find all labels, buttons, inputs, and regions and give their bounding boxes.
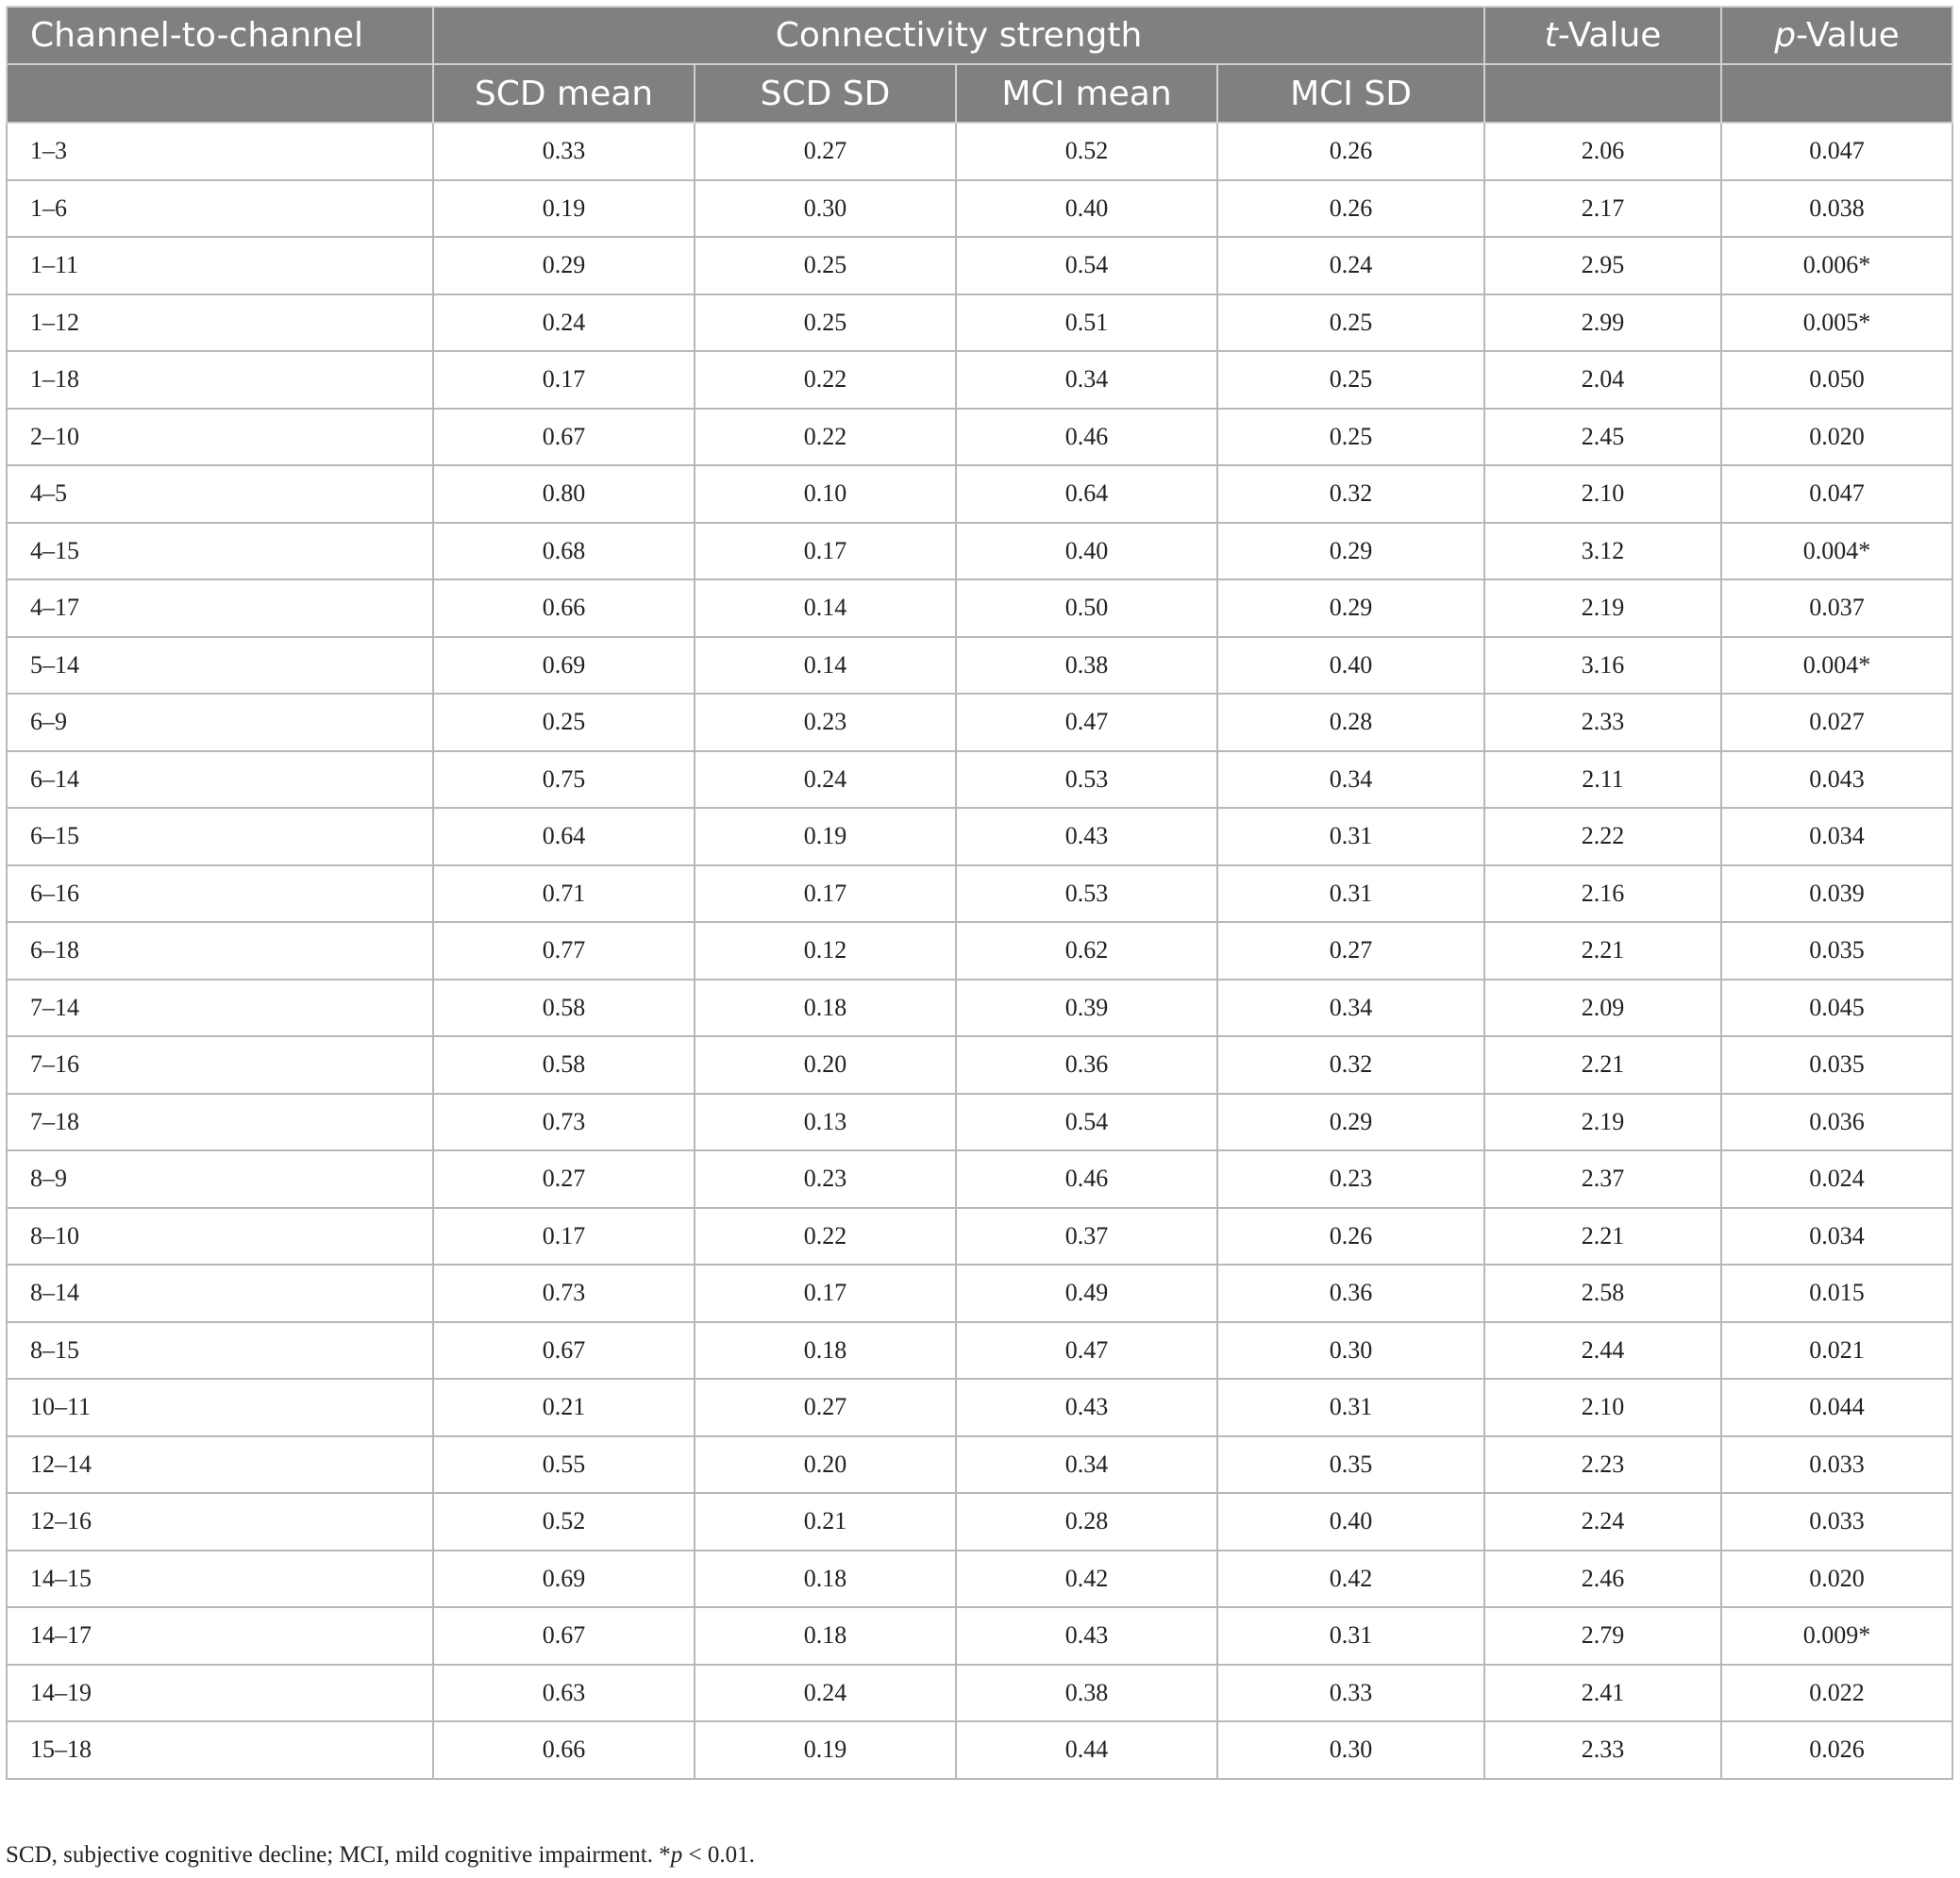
mci-sd-cell: 0.26 <box>1217 180 1484 238</box>
p-value-cell: 0.004* <box>1721 523 1952 580</box>
t-letter: t <box>1544 16 1558 55</box>
channel-pair-cell: 1–12 <box>7 294 433 352</box>
scd-mean-cell: 0.66 <box>433 579 695 637</box>
table-row <box>7 751 1952 809</box>
table-row <box>7 1094 1952 1151</box>
channel-pair-cell: 8–14 <box>7 1265 433 1322</box>
channel-pair-cell: 7–14 <box>7 980 433 1037</box>
p-value-cell: 0.047 <box>1721 123 1952 180</box>
channel-pair-cell: 2–10 <box>7 409 433 466</box>
mci-mean-cell: 0.47 <box>956 1322 1217 1380</box>
mci-mean-cell: 0.42 <box>956 1551 1217 1608</box>
scd-sd-cell: 0.18 <box>695 980 956 1037</box>
p-value-cell: 0.024 <box>1721 1150 1952 1208</box>
p-value-cell: 0.047 <box>1721 465 1952 523</box>
scd-sd-cell: 0.23 <box>695 694 956 751</box>
p-value-cell: 0.006* <box>1721 237 1952 294</box>
header-p-value <box>1721 7 1952 64</box>
t-value-cell: 2.46 <box>1484 1551 1721 1608</box>
table-row <box>7 465 1952 523</box>
scd-mean-cell: 0.58 <box>433 1036 695 1094</box>
t-value-cell: 2.11 <box>1484 751 1721 809</box>
header-empty-t <box>1484 64 1721 123</box>
table-row <box>7 409 1952 466</box>
p-value-cell: 0.033 <box>1721 1493 1952 1551</box>
table-footnote <box>6 1842 755 1869</box>
mci-sd-cell: 0.34 <box>1217 980 1484 1037</box>
mci-sd-cell: 0.27 <box>1217 922 1484 980</box>
mci-sd-cell: 0.32 <box>1217 465 1484 523</box>
mci-mean-cell: 0.40 <box>956 180 1217 238</box>
header-mci-sd: MCI SD <box>1217 64 1484 123</box>
mci-sd-cell: 0.35 <box>1217 1436 1484 1494</box>
t-value-cell: 2.24 <box>1484 1493 1721 1551</box>
mci-mean-cell: 0.38 <box>956 637 1217 695</box>
scd-mean-cell: 0.67 <box>433 1322 695 1380</box>
scd-sd-cell: 0.22 <box>695 409 956 466</box>
scd-mean-cell: 0.71 <box>433 865 695 923</box>
mci-sd-cell: 0.31 <box>1217 1379 1484 1436</box>
scd-sd-cell: 0.17 <box>695 1265 956 1322</box>
table-row <box>7 237 1952 294</box>
mci-sd-cell: 0.30 <box>1217 1721 1484 1779</box>
table-row <box>7 1607 1952 1665</box>
mci-sd-cell: 0.26 <box>1217 123 1484 180</box>
mci-mean-cell: 0.46 <box>956 1150 1217 1208</box>
mci-mean-cell: 0.43 <box>956 808 1217 865</box>
scd-mean-cell: 0.25 <box>433 694 695 751</box>
mci-mean-cell: 0.46 <box>956 409 1217 466</box>
table-row <box>7 865 1952 923</box>
t-value-cell: 2.04 <box>1484 351 1721 409</box>
footnote-tail: < 0.01. <box>682 1842 755 1868</box>
header-row-sub <box>7 64 1952 123</box>
mci-mean-cell: 0.47 <box>956 694 1217 751</box>
mci-mean-cell: 0.51 <box>956 294 1217 352</box>
t-value-cell: 2.21 <box>1484 1036 1721 1094</box>
scd-mean-cell: 0.27 <box>433 1150 695 1208</box>
scd-mean-cell: 0.77 <box>433 922 695 980</box>
channel-pair-cell: 14–19 <box>7 1665 433 1722</box>
table-row <box>7 1322 1952 1380</box>
t-value-cell: 2.22 <box>1484 808 1721 865</box>
scd-sd-cell: 0.19 <box>695 808 956 865</box>
table-row <box>7 1721 1952 1779</box>
table-row <box>7 922 1952 980</box>
t-value-cell: 2.16 <box>1484 865 1721 923</box>
scd-sd-cell: 0.27 <box>695 123 956 180</box>
mci-sd-cell: 0.29 <box>1217 579 1484 637</box>
p-value-cell: 0.020 <box>1721 1551 1952 1608</box>
p-value-cell: 0.015 <box>1721 1265 1952 1322</box>
p-value-cell: 0.020 <box>1721 409 1952 466</box>
scd-sd-cell: 0.24 <box>695 1665 956 1722</box>
channel-pair-cell: 1–18 <box>7 351 433 409</box>
t-value-cell: 3.12 <box>1484 523 1721 580</box>
mci-sd-cell: 0.24 <box>1217 237 1484 294</box>
scd-mean-cell: 0.55 <box>433 1436 695 1494</box>
p-value-cell: 0.034 <box>1721 1208 1952 1266</box>
scd-mean-cell: 0.68 <box>433 523 695 580</box>
scd-mean-cell: 0.17 <box>433 351 695 409</box>
scd-sd-cell: 0.20 <box>695 1436 956 1494</box>
p-value-cell: 0.039 <box>1721 865 1952 923</box>
channel-pair-cell: 6–14 <box>7 751 433 809</box>
scd-sd-cell: 0.17 <box>695 865 956 923</box>
mci-sd-cell: 0.28 <box>1217 694 1484 751</box>
scd-sd-cell: 0.19 <box>695 1721 956 1779</box>
channel-pair-cell: 1–11 <box>7 237 433 294</box>
t-value-cell: 2.58 <box>1484 1265 1721 1322</box>
mci-mean-cell: 0.49 <box>956 1265 1217 1322</box>
mci-sd-cell: 0.34 <box>1217 751 1484 809</box>
table-row <box>7 1150 1952 1208</box>
t-value-cell: 2.44 <box>1484 1322 1721 1380</box>
mci-mean-cell: 0.40 <box>956 523 1217 580</box>
scd-sd-cell: 0.18 <box>695 1322 956 1380</box>
header-empty-p <box>1721 64 1952 123</box>
table-row <box>7 1493 1952 1551</box>
scd-mean-cell: 0.63 <box>433 1665 695 1722</box>
mci-mean-cell: 0.34 <box>956 351 1217 409</box>
scd-mean-cell: 0.69 <box>433 1551 695 1608</box>
scd-sd-cell: 0.22 <box>695 351 956 409</box>
channel-pair-cell: 4–5 <box>7 465 433 523</box>
p-value-cell: 0.044 <box>1721 1379 1952 1436</box>
mci-mean-cell: 0.50 <box>956 579 1217 637</box>
t-value-cell: 2.95 <box>1484 237 1721 294</box>
mci-sd-cell: 0.42 <box>1217 1551 1484 1608</box>
mci-sd-cell: 0.26 <box>1217 1208 1484 1266</box>
scd-sd-cell: 0.21 <box>695 1493 956 1551</box>
t-value-cell: 2.79 <box>1484 1607 1721 1665</box>
scd-mean-cell: 0.17 <box>433 1208 695 1266</box>
p-value-cell: 0.027 <box>1721 694 1952 751</box>
scd-mean-cell: 0.66 <box>433 1721 695 1779</box>
scd-mean-cell: 0.33 <box>433 123 695 180</box>
p-value-cell: 0.009* <box>1721 1607 1952 1665</box>
mci-sd-cell: 0.36 <box>1217 1265 1484 1322</box>
table-row <box>7 123 1952 180</box>
scd-sd-cell: 0.14 <box>695 579 956 637</box>
header-empty-channel <box>7 64 433 123</box>
scd-mean-cell: 0.64 <box>433 808 695 865</box>
mci-sd-cell: 0.25 <box>1217 294 1484 352</box>
p-value-cell: 0.021 <box>1721 1322 1952 1380</box>
mci-mean-cell: 0.36 <box>956 1036 1217 1094</box>
p-value-cell: 0.037 <box>1721 579 1952 637</box>
mci-sd-cell: 0.31 <box>1217 865 1484 923</box>
p-rest: -Value <box>1796 16 1900 55</box>
mci-sd-cell: 0.31 <box>1217 808 1484 865</box>
table-row <box>7 1036 1952 1094</box>
p-value-cell: 0.004* <box>1721 637 1952 695</box>
table-row <box>7 579 1952 637</box>
t-value-cell: 2.21 <box>1484 922 1721 980</box>
t-value-cell: 2.10 <box>1484 1379 1721 1436</box>
t-value-cell: 2.17 <box>1484 180 1721 238</box>
mci-sd-cell: 0.25 <box>1217 409 1484 466</box>
table-row <box>7 1551 1952 1608</box>
p-value-cell: 0.045 <box>1721 980 1952 1037</box>
header-row-top <box>7 7 1952 64</box>
table-header <box>7 7 1952 123</box>
mci-sd-cell: 0.32 <box>1217 1036 1484 1094</box>
scd-sd-cell: 0.20 <box>695 1036 956 1094</box>
scd-sd-cell: 0.12 <box>695 922 956 980</box>
channel-pair-cell: 1–3 <box>7 123 433 180</box>
channel-pair-cell: 15–18 <box>7 1721 433 1779</box>
channel-pair-cell: 14–17 <box>7 1607 433 1665</box>
scd-mean-cell: 0.29 <box>433 237 695 294</box>
mci-mean-cell: 0.43 <box>956 1607 1217 1665</box>
scd-sd-cell: 0.17 <box>695 523 956 580</box>
table-row <box>7 351 1952 409</box>
scd-sd-cell: 0.13 <box>695 1094 956 1151</box>
t-value-cell: 2.45 <box>1484 409 1721 466</box>
header-scd-sd: SCD SD <box>695 64 956 123</box>
p-value-cell: 0.026 <box>1721 1721 1952 1779</box>
scd-sd-cell: 0.27 <box>695 1379 956 1436</box>
mci-mean-cell: 0.53 <box>956 865 1217 923</box>
mci-sd-cell: 0.29 <box>1217 523 1484 580</box>
scd-sd-cell: 0.30 <box>695 180 956 238</box>
p-value-cell: 0.050 <box>1721 351 1952 409</box>
table-row <box>7 808 1952 865</box>
mci-sd-cell: 0.29 <box>1217 1094 1484 1151</box>
mci-mean-cell: 0.34 <box>956 1436 1217 1494</box>
channel-pair-cell: 4–17 <box>7 579 433 637</box>
connectivity-table <box>6 6 1953 1780</box>
channel-pair-cell: 5–14 <box>7 637 433 695</box>
channel-pair-cell: 6–16 <box>7 865 433 923</box>
scd-sd-cell: 0.25 <box>695 294 956 352</box>
scd-mean-cell: 0.80 <box>433 465 695 523</box>
table-row <box>7 1265 1952 1322</box>
table-row <box>7 523 1952 580</box>
t-value-cell: 2.33 <box>1484 1721 1721 1779</box>
channel-pair-cell: 1–6 <box>7 180 433 238</box>
scd-sd-cell: 0.22 <box>695 1208 956 1266</box>
header-t-value <box>1484 7 1721 64</box>
t-value-cell: 2.33 <box>1484 694 1721 751</box>
footnote-main: SCD, subjective cognitive decline; MCI, mild cognitive impairment. * <box>6 1842 671 1868</box>
p-value-cell: 0.038 <box>1721 180 1952 238</box>
t-value-cell: 2.09 <box>1484 980 1721 1037</box>
scd-sd-cell: 0.24 <box>695 751 956 809</box>
mci-sd-cell: 0.40 <box>1217 637 1484 695</box>
channel-pair-cell: 6–18 <box>7 922 433 980</box>
mci-sd-cell: 0.30 <box>1217 1322 1484 1380</box>
table-row <box>7 1379 1952 1436</box>
t-value-cell: 2.21 <box>1484 1208 1721 1266</box>
footnote-p-letter: p <box>670 1842 683 1868</box>
mci-sd-cell: 0.31 <box>1217 1607 1484 1665</box>
table-row <box>7 637 1952 695</box>
scd-mean-cell: 0.21 <box>433 1379 695 1436</box>
header-mci-mean: MCI mean <box>956 64 1217 123</box>
mci-mean-cell: 0.52 <box>956 123 1217 180</box>
mci-mean-cell: 0.53 <box>956 751 1217 809</box>
mci-mean-cell: 0.43 <box>956 1379 1217 1436</box>
channel-pair-cell: 8–10 <box>7 1208 433 1266</box>
data-table-container <box>6 6 1952 1780</box>
channel-pair-cell: 7–16 <box>7 1036 433 1094</box>
scd-mean-cell: 0.69 <box>433 637 695 695</box>
scd-mean-cell: 0.75 <box>433 751 695 809</box>
t-rest: -Value <box>1557 16 1662 55</box>
p-value-cell: 0.043 <box>1721 751 1952 809</box>
header-scd-mean: SCD mean <box>433 64 695 123</box>
table-row <box>7 1436 1952 1494</box>
channel-pair-cell: 12–16 <box>7 1493 433 1551</box>
mci-sd-cell: 0.33 <box>1217 1665 1484 1722</box>
mci-mean-cell: 0.54 <box>956 1094 1217 1151</box>
channel-pair-cell: 4–15 <box>7 523 433 580</box>
scd-sd-cell: 0.18 <box>695 1551 956 1608</box>
scd-sd-cell: 0.25 <box>695 237 956 294</box>
t-value-cell: 2.19 <box>1484 579 1721 637</box>
table-row <box>7 294 1952 352</box>
p-letter: p <box>1774 16 1797 55</box>
mci-sd-cell: 0.40 <box>1217 1493 1484 1551</box>
table-row <box>7 1665 1952 1722</box>
p-value-cell: 0.035 <box>1721 1036 1952 1094</box>
mci-mean-cell: 0.44 <box>956 1721 1217 1779</box>
header-channel: Channel-to-channel <box>7 7 433 64</box>
scd-mean-cell: 0.73 <box>433 1094 695 1151</box>
scd-mean-cell: 0.67 <box>433 1607 695 1665</box>
header-connectivity-strength: Connectivity strength <box>433 7 1484 64</box>
t-value-cell: 2.41 <box>1484 1665 1721 1722</box>
p-value-cell: 0.034 <box>1721 808 1952 865</box>
scd-sd-cell: 0.10 <box>695 465 956 523</box>
mci-mean-cell: 0.64 <box>956 465 1217 523</box>
mci-mean-cell: 0.39 <box>956 980 1217 1037</box>
mci-mean-cell: 0.37 <box>956 1208 1217 1266</box>
scd-sd-cell: 0.23 <box>695 1150 956 1208</box>
t-value-cell: 2.06 <box>1484 123 1721 180</box>
mci-mean-cell: 0.54 <box>956 237 1217 294</box>
mci-mean-cell: 0.62 <box>956 922 1217 980</box>
channel-pair-cell: 12–14 <box>7 1436 433 1494</box>
mci-mean-cell: 0.28 <box>956 1493 1217 1551</box>
mci-sd-cell: 0.23 <box>1217 1150 1484 1208</box>
scd-mean-cell: 0.67 <box>433 409 695 466</box>
mci-sd-cell: 0.25 <box>1217 351 1484 409</box>
p-value-cell: 0.005* <box>1721 294 1952 352</box>
channel-pair-cell: 8–9 <box>7 1150 433 1208</box>
scd-mean-cell: 0.24 <box>433 294 695 352</box>
mci-mean-cell: 0.38 <box>956 1665 1217 1722</box>
scd-mean-cell: 0.19 <box>433 180 695 238</box>
scd-mean-cell: 0.58 <box>433 980 695 1037</box>
p-value-cell: 0.035 <box>1721 922 1952 980</box>
scd-sd-cell: 0.14 <box>695 637 956 695</box>
table-row <box>7 980 1952 1037</box>
t-value-cell: 3.16 <box>1484 637 1721 695</box>
p-value-cell: 0.033 <box>1721 1436 1952 1494</box>
channel-pair-cell: 14–15 <box>7 1551 433 1608</box>
t-value-cell: 2.99 <box>1484 294 1721 352</box>
scd-sd-cell: 0.18 <box>695 1607 956 1665</box>
channel-pair-cell: 7–18 <box>7 1094 433 1151</box>
p-value-cell: 0.022 <box>1721 1665 1952 1722</box>
t-value-cell: 2.37 <box>1484 1150 1721 1208</box>
channel-pair-cell: 8–15 <box>7 1322 433 1380</box>
channel-pair-cell: 6–15 <box>7 808 433 865</box>
table-row <box>7 180 1952 238</box>
p-value-cell: 0.036 <box>1721 1094 1952 1151</box>
table-row <box>7 694 1952 751</box>
t-value-cell: 2.10 <box>1484 465 1721 523</box>
scd-mean-cell: 0.52 <box>433 1493 695 1551</box>
t-value-cell: 2.23 <box>1484 1436 1721 1494</box>
scd-mean-cell: 0.73 <box>433 1265 695 1322</box>
table-body <box>7 123 1952 1779</box>
channel-pair-cell: 10–11 <box>7 1379 433 1436</box>
table-row <box>7 1208 1952 1266</box>
t-value-cell: 2.19 <box>1484 1094 1721 1151</box>
channel-pair-cell: 6–9 <box>7 694 433 751</box>
